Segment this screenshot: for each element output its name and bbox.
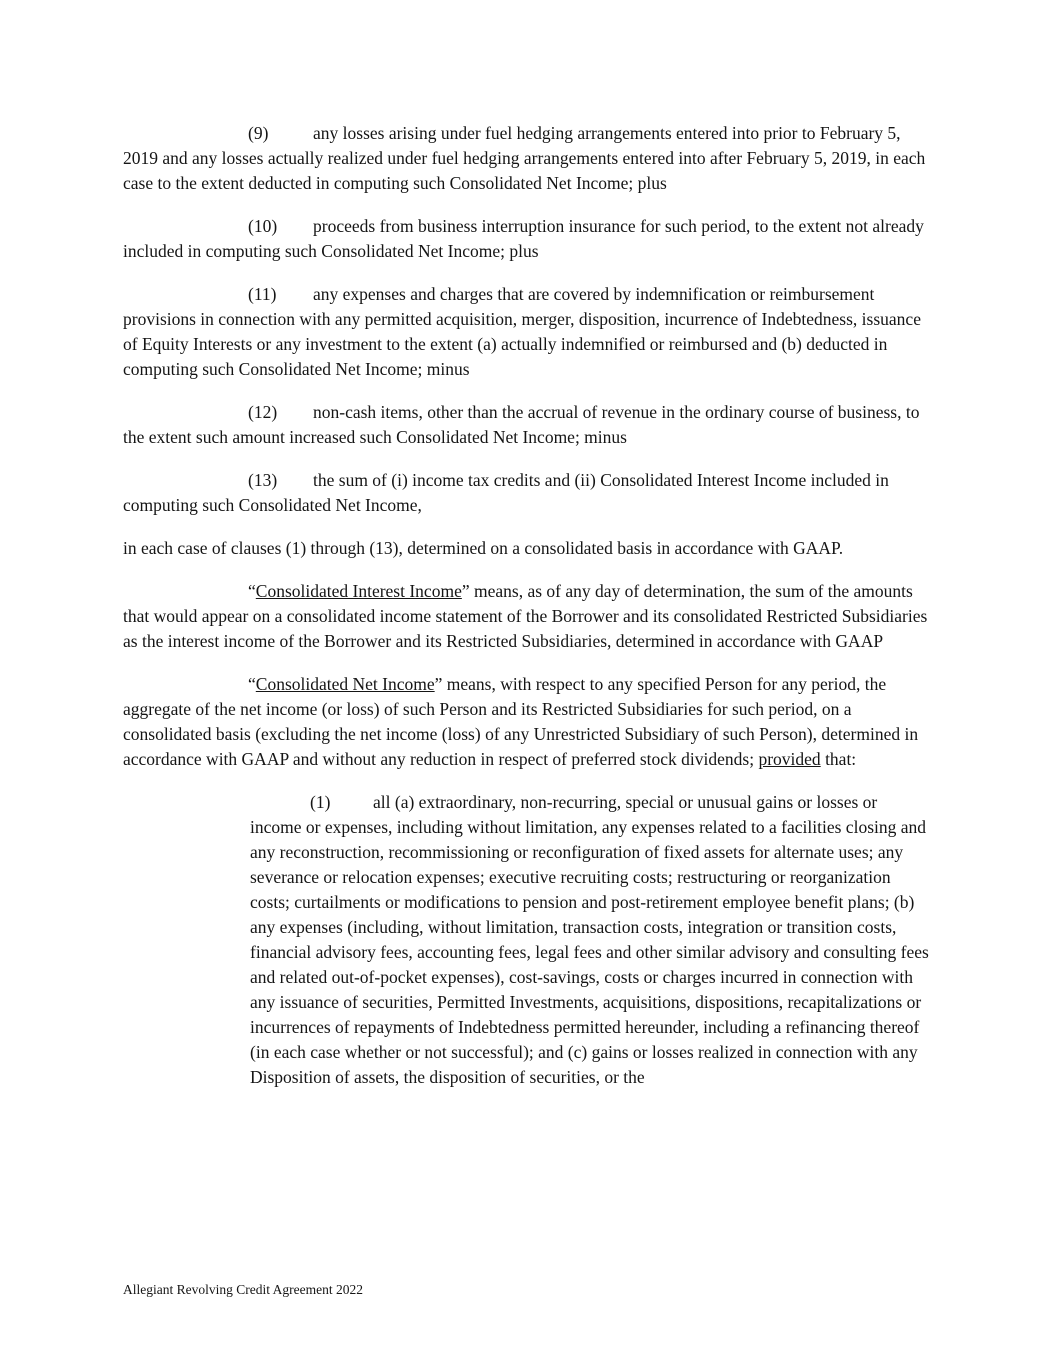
clause-11-text: any expenses and charges that are covered by indemnification or reimbursement provisions in connection with any permitted acquisition, merger, disposition, incurrence of Indebtedness, issuance of Equity Interests or any investment to the extent (a) actually indemnified or reimbursed and (b) deducted in computing such Consolidated Net Income; minus [123,284,921,379]
definition-text: ” means, as of any day of determination, the sum of the amounts that would appear on a consolidated income statement of the Borrower and its consolidated Restricted Subsidiaries as the interest income of the Borrower and its Restricted Subsidiaries, determined in accordance with GAAP [123,581,928,651]
subclause-1 [250,790,930,1090]
defined-term: Consolidated Net Income [255,674,435,694]
definition-text-end: that: [820,749,857,769]
clause-13-text: the sum of (i) income tax credits and (ii) Consolidated Interest Income included in computing such Consolidated Net Income, [123,470,889,515]
open-quote: “ [248,674,256,694]
definition-text: ” means, with respect to any specified Person for any period, the aggregate of the net income (or loss) of such Person and its Restricted Subsidiaries for such period, on a consolidated basis (excluding the net income (loss) of any Unrestricted Subsidiary of such Person), determined in accordance with GAAP and without any reduction in respect of preferred stock dividends; [123,674,919,769]
wrapup-text: in each case of clauses (1) through (13), determined on a consolidated basis in accordance with GAAP. [123,538,844,558]
clause-12-number: (12) [248,402,278,422]
clause-10 [123,214,930,264]
open-quote: “ [248,581,256,601]
page-footer: Allegiant Revolving Credit Agreement 2022 [123,1282,363,1297]
provided-word: provided [758,749,821,769]
clause-13 [123,468,930,518]
definition-consolidated-interest-income [123,579,930,654]
subclause-1-text: all (a) extraordinary, non-recurring, special or unusual gains or losses or income or expenses, including without limitation, any expenses related to a facilities closing and any reconstruction, recommissioning or reconfiguration of fixed assets for alternate uses; any severance or relocation expenses; executive recruiting costs; restructuring or reorganization costs; curtailments or modifications to pension and post-retirement employee benefit plans; (b) any expenses (including, without limitation, transaction costs, integration or transition costs, financial advisory fees, accounting fees, legal fees and other similar advisory and consulting fees and related out-of-pocket expenses), cost-savings, costs or charges incurred in connection with any issuance of securities, Permitted Investments, acquisitions, dispositions, recapitalizations or incurrences of repayments of Indebtedness permitted hereunder, including a refinancing thereof (in each case whether or not successful); and (c) gains or losses realized in connection with any Disposition of assets, the disposition of securities, or the [250,792,929,1087]
clause-12-text: non-cash items, other than the accrual of revenue in the ordinary course of business, to the extent such amount increased such Consolidated Net Income; minus [123,402,920,447]
clause-9-number: (9) [248,123,269,143]
defined-term: Consolidated Interest Income [255,581,462,601]
clause-13-number: (13) [248,470,278,490]
clause-11-number: (11) [248,284,277,304]
definition-consolidated-net-income [123,672,930,772]
clause-10-number: (10) [248,216,278,236]
clause-11 [123,282,930,382]
clause-10-text: proceeds from business interruption insurance for such period, to the extent not already included in computing such Consolidated Net Income; plus [123,216,924,261]
clause-9 [123,121,930,196]
clause-9-text: any losses arising under fuel hedging arrangements entered into prior to February 5, 2019 and any losses actually realized under fuel hedging arrangements entered into after February 5, 2019, in each case to the extent deducted in computing such Consolidated Net Income; plus [123,123,926,193]
wrapup-paragraph [123,536,930,561]
clause-12 [123,400,930,450]
subclause-1-number: (1) [310,792,331,812]
